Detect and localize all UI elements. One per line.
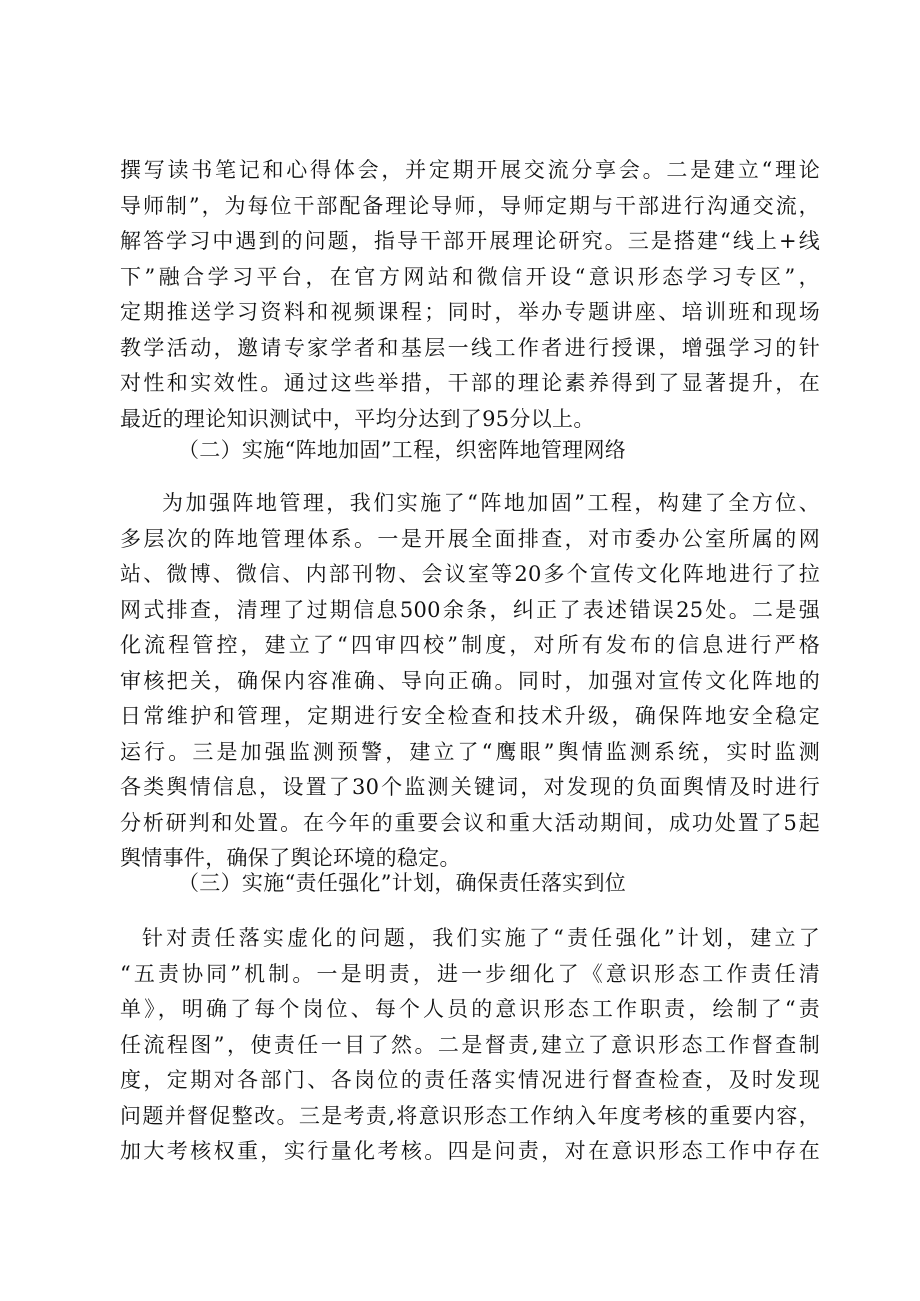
paragraph-line: “五责协同”机制。一是明责，进一步细化了《意识形态工作责任清	[120, 961, 820, 986]
section-heading-2: （二）实施“阵地加固”工程，织密阵地管理网络	[178, 438, 627, 462]
paragraph-line: 舆情事件，确保了舆论环境的稳定。	[120, 846, 461, 870]
paragraph-line: 导师制”，为每位干部配备理论导师，导师定期与干部进行沟通交流，	[120, 193, 820, 218]
paragraph-line: 问题并督促整改。三是考责,将意识形态工作纳入年度考核的重要内容，	[120, 1103, 820, 1128]
paragraph-line: 为加强阵地管理，我们实施了“阵地加固”工程，构建了全方位、	[162, 491, 820, 515]
paragraph-line: 教学活动，邀请专家学者和基层一线工作者进行授课，增强学习的针	[120, 335, 820, 360]
paragraph-1	[120, 153, 820, 437]
paragraph-line: 度，定期对各部门、各岗位的责任落实情况进行督查检查，及时发现	[120, 1068, 820, 1092]
paragraph-line: 多层次的阵地管理体系。一是开展全面排查，对市委办公室所属的网	[120, 526, 820, 551]
paragraph-line: 任流程图”，使责任一目了然。二是督责,建立了意识形态工作督查制	[120, 1032, 820, 1057]
paragraph-line: 针对责任落实虚化的问题，我们实施了“责任强化”计划，建立了	[142, 926, 820, 950]
paragraph-2	[120, 486, 820, 877]
paragraph-line: 解答学习中遇到的问题，指导干部开展理论研究。三是搭建“线上+线	[120, 229, 820, 253]
paragraph-line: 站、微博、微信、内部刊物、会议室等20多个宣传文化阵地进行了拉	[120, 562, 820, 586]
paragraph-line: 网式排查，清理了过期信息500余条，纠正了表述错误25处。二是强	[120, 597, 820, 622]
paragraph-line: 最近的理论知识测试中，平均分达到了95分以上。	[120, 406, 595, 431]
paragraph-line: 各类舆情信息，设置了30个监测关键词，对发现的负面舆情及时进行	[120, 775, 820, 799]
paragraph-line: 对性和实效性。通过这些举措，干部的理论素养得到了显著提升，在	[120, 371, 820, 395]
paragraph-3	[120, 921, 820, 1170]
paragraph-line: 下”融合学习平台，在官方网站和微信开设“意识形态学习专区”，	[120, 264, 820, 289]
paragraph-line: 化流程管控，建立了“四审四校”制度，对所有发布的信息进行严格	[120, 633, 820, 657]
paragraph-line: 单》，明确了每个岗位、每个人员的意识形态工作职责，绘制了“责	[120, 997, 820, 1021]
paragraph-line: 撰写读书笔记和心得体会，并定期开展交流分享会。二是建立“理论	[120, 158, 820, 182]
paragraph-line: 运行。三是加强监测预警，建立了“鹰眼”舆情监测系统，实时监测	[120, 739, 820, 764]
section-heading-3: （三）实施“责任强化”计划，确保责任落实到位	[178, 871, 627, 895]
paragraph-line: 加大考核权重，实行量化考核。四是问责，对在意识形态工作中存在	[120, 1139, 820, 1163]
paragraph-line: 分析研判和处置。在今年的重要会议和重大活动期间，成功处置了5起	[120, 810, 820, 835]
paragraph-line: 日常维护和管理，定期进行安全检查和技术升级，确保阵地安全稳定	[120, 704, 820, 728]
paragraph-line: 定期推送学习资料和视频课程；同时，举办专题讲座、培训班和现场	[120, 300, 820, 324]
paragraph-line: 审核把关，确保内容准确、导向正确。同时，加强对宣传文化阵地的	[120, 668, 820, 693]
